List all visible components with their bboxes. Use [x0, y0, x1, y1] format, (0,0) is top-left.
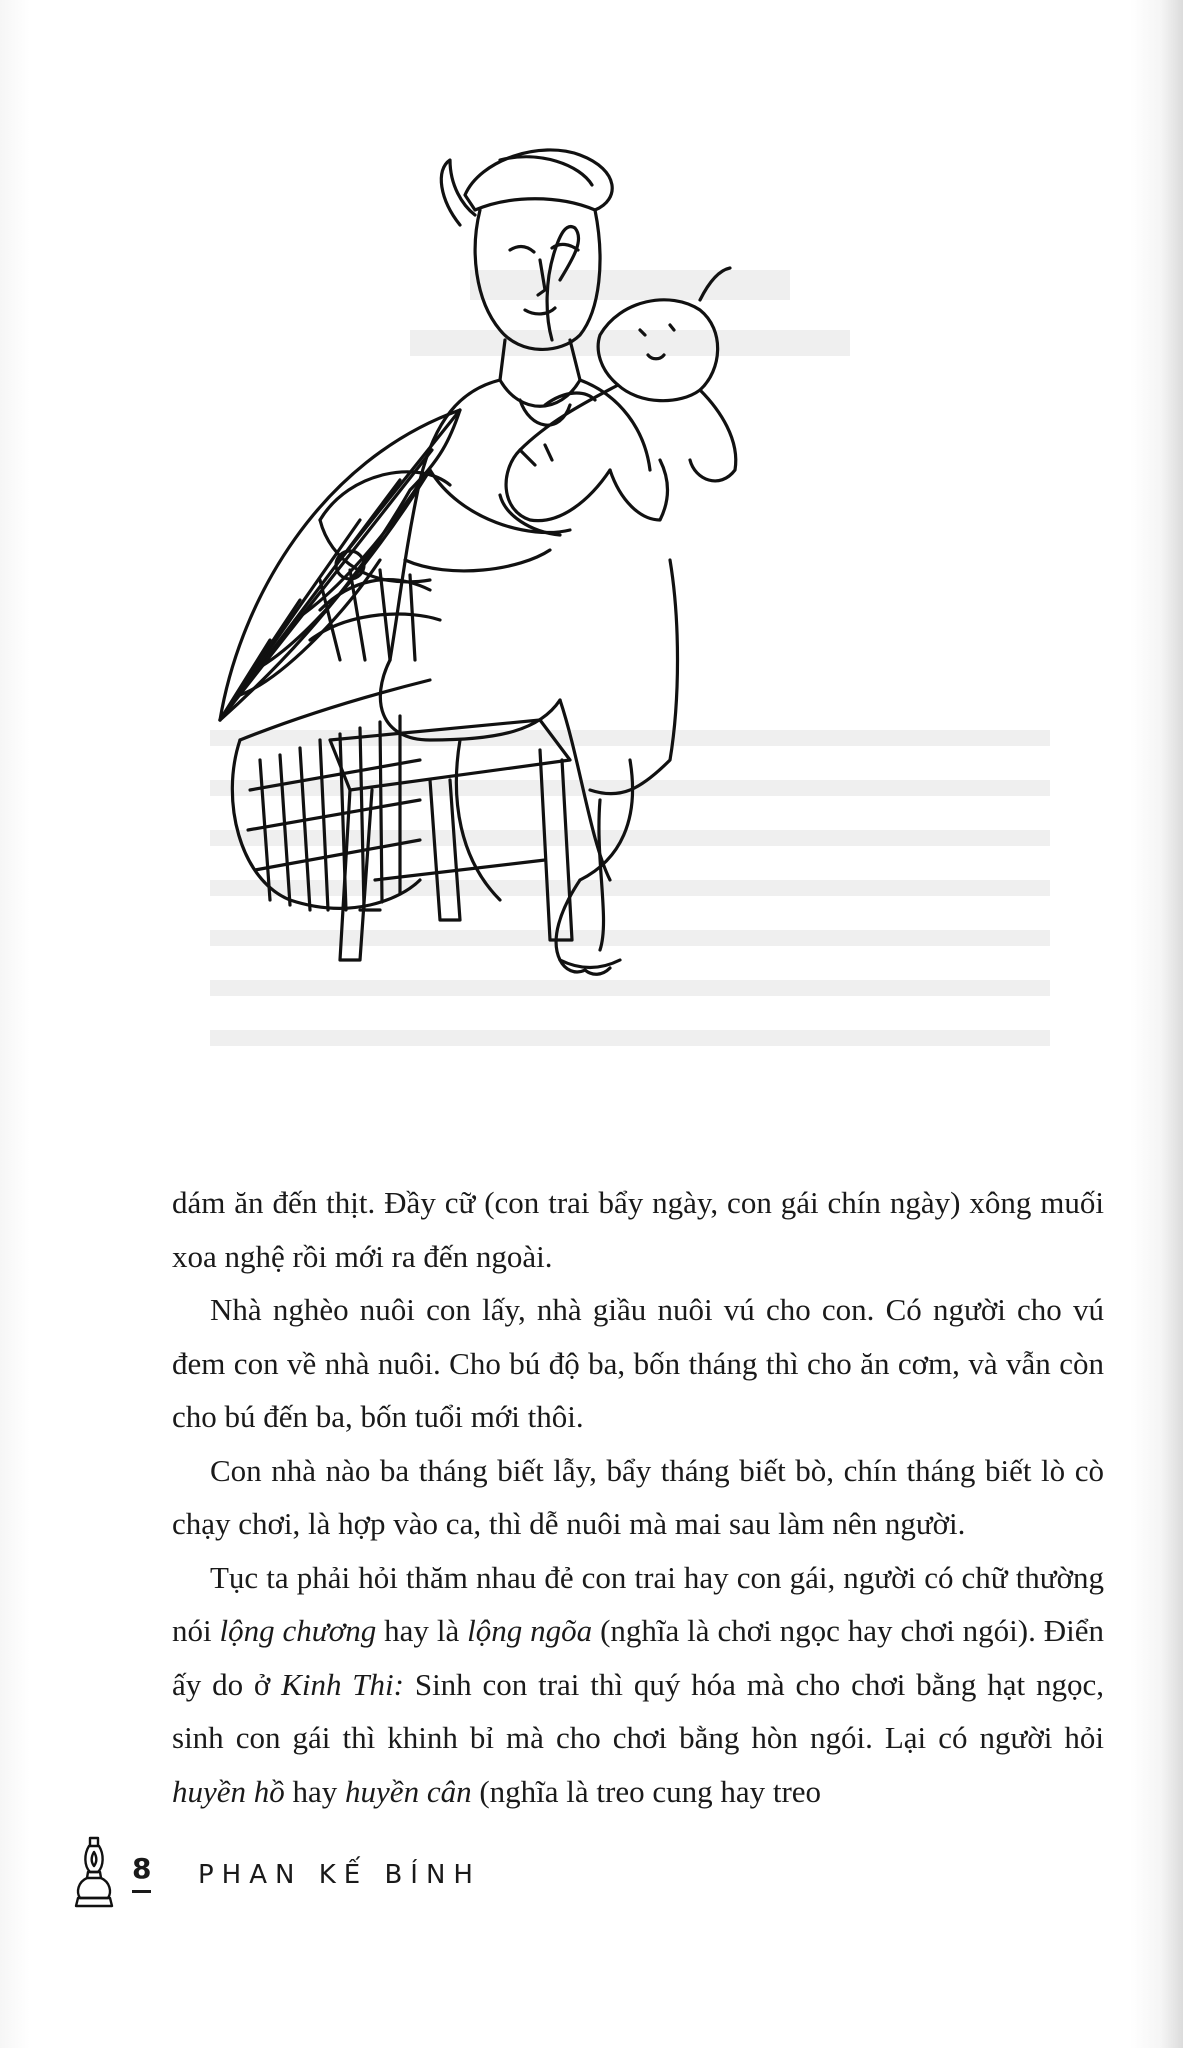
oil-lamp-icon	[70, 1832, 118, 1912]
paragraph: dám ăn đến thịt. Đầy cữ (con trai bẩy ngày, con gái chín ngày) xông muối xoa nghệ rồi mới ra đến ngoài.	[172, 1185, 1104, 1274]
text-run: (nghĩa là chơi ngọc hay chơi ngói). Điển ấy do ở	[172, 1613, 1104, 1702]
italic-term: huyền hồ	[172, 1773, 285, 1809]
paragraph: Con nhà nào ba tháng biết lẫy, bẩy tháng biết bò, chín tháng biết lò cò chạy chơi, là hợp vào ca, thì dễ nuôi mà mai sau làm nên người.	[172, 1452, 1104, 1541]
body-text	[172, 1176, 1104, 1818]
paragraph	[172, 1551, 1104, 1819]
italic-term: Kinh Thi:	[281, 1666, 404, 1702]
text-run: Sinh con trai thì quý hóa mà cho chơi bằng hạt ngọc, sinh con gái thì khinh bỉ mà cho chơi bằng hòn ngói. Lại có người hỏi	[172, 1666, 1104, 1755]
text-run: Tục ta phải hỏi thăm nhau đẻ con trai hay con gái, người có chữ thường nói	[172, 1559, 1104, 1648]
page-footer	[70, 1832, 670, 1912]
paragraph: Nhà nghèo nuôi con lấy, nhà giầu nuôi vú cho con. Có người cho vú đem con về nhà nuôi. Cho bú độ ba, bốn tháng thì cho ăn cơm, và vẫn còn cho bú đến ba, bốn tuổi mới thôi.	[172, 1292, 1104, 1434]
woven-basket-drawing	[232, 472, 450, 910]
text-run: hay	[284, 1773, 346, 1809]
page-edge-shadow	[1161, 0, 1183, 2048]
page-number: 8	[132, 1854, 151, 1893]
baby-drawing	[500, 227, 736, 535]
woman-head-drawing	[441, 150, 612, 380]
text-run: (nghĩa là treo cung hay treo	[471, 1773, 822, 1809]
italic-term: lộng ngõa	[467, 1613, 593, 1648]
wooden-stool-drawing	[330, 720, 572, 960]
italic-term: huyền cân	[345, 1773, 472, 1809]
text-run: hay là	[376, 1613, 468, 1648]
italic-term: lộng chương	[219, 1613, 377, 1648]
author-running-footer: PHAN KẾ BÍNH	[198, 1860, 481, 1890]
mother-nursing-baby-illustration	[200, 140, 880, 1080]
